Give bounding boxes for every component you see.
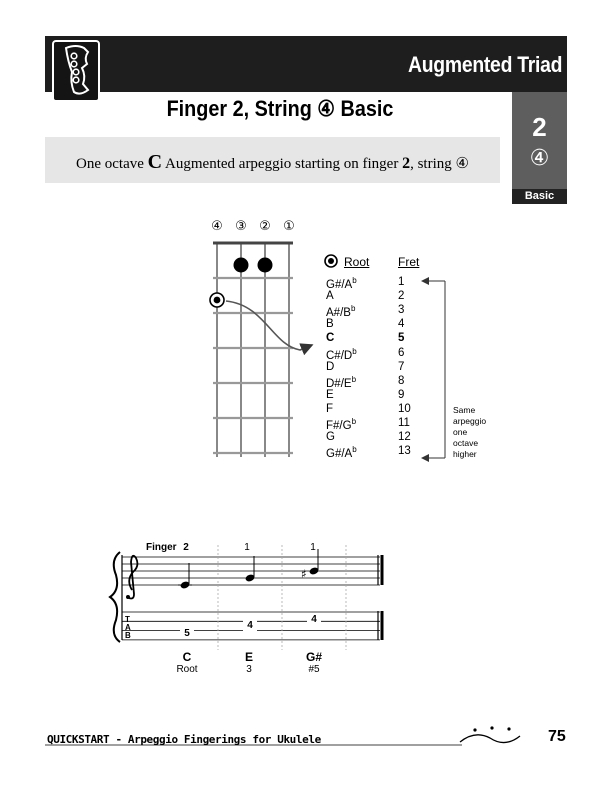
root-note xyxy=(326,417,356,432)
treble-clef-icon xyxy=(129,556,137,599)
description-prefix: One octave xyxy=(76,156,148,172)
octave-note xyxy=(453,405,486,460)
fret-number: 2 xyxy=(398,290,405,303)
fret-number: 4 xyxy=(398,318,405,331)
fret-number: 9 xyxy=(398,388,405,401)
fret-number: 3 xyxy=(398,304,405,317)
flat-sign: b xyxy=(352,276,357,285)
fret-number: 1 xyxy=(398,276,405,288)
sharp-sign: ♯ xyxy=(301,567,307,581)
fret-number: 11 xyxy=(398,417,410,429)
fret-number: 10 xyxy=(398,402,411,415)
string-number: ② xyxy=(259,219,271,234)
finger-dot xyxy=(258,258,273,273)
note-degree: Root xyxy=(176,664,198,675)
fret-number: 6 xyxy=(398,346,405,359)
root-note xyxy=(326,318,334,330)
octave-note-line: one xyxy=(453,427,468,437)
octave-note-line: Same xyxy=(453,405,476,415)
flat-sign: b xyxy=(351,417,357,426)
svg-text:A: A xyxy=(125,623,131,632)
fret-number: 8 xyxy=(398,374,405,387)
flat-sign: b xyxy=(351,374,357,384)
tab-label: Basic xyxy=(524,190,555,202)
finger-dot xyxy=(234,258,249,273)
root-note xyxy=(326,361,334,373)
fret-number: 13 xyxy=(398,445,411,458)
fret-number: 5 xyxy=(398,332,405,345)
root-note-text: C xyxy=(326,332,335,345)
root-note-text: G#/A xyxy=(326,448,353,461)
root-note xyxy=(326,375,356,390)
note-degree: 3 xyxy=(246,664,252,675)
tab-string-number: ④ xyxy=(529,146,550,171)
tab-letters: T xyxy=(125,615,130,624)
legend-root-icon-center xyxy=(328,258,334,264)
note-name: G# xyxy=(305,650,322,664)
note-name: C xyxy=(182,650,192,664)
root-note xyxy=(326,290,334,302)
octave-note-line: octave xyxy=(453,438,479,448)
root-note xyxy=(326,276,357,291)
flat-sign: b xyxy=(352,445,357,455)
root-note xyxy=(326,389,334,401)
root-note-text: B xyxy=(326,318,334,331)
finger-number: 1 xyxy=(310,542,316,553)
root-note-text: A xyxy=(326,290,334,303)
root-note xyxy=(326,332,334,344)
root-note xyxy=(326,347,357,362)
footer-book-title: QUICKSTART - Arpeggio Fingerings for Ukulele xyxy=(47,733,321,746)
system-brace xyxy=(110,552,120,642)
note-name: E xyxy=(244,650,253,664)
description-middle: Augmented arpeggio starting on finger xyxy=(162,156,403,172)
root-note-text: A#/B xyxy=(326,307,351,320)
root-note-text: E xyxy=(326,388,334,401)
octave-note-line: arpeggio xyxy=(453,416,487,426)
root-marker-center xyxy=(214,297,221,304)
root-note xyxy=(326,431,335,443)
root-note xyxy=(326,445,357,460)
flat-sign: b xyxy=(350,304,356,314)
description-string: ④ xyxy=(455,154,469,172)
footer-wave-icon xyxy=(460,735,520,743)
string-number: ③ xyxy=(235,219,247,234)
tab-finger-number: 2 xyxy=(532,112,547,142)
finger-label: Finger xyxy=(146,542,177,553)
fret-lines xyxy=(213,243,293,453)
root-header: Root xyxy=(344,255,370,269)
notation-staff xyxy=(110,545,382,650)
page-title: Finger 2, String ④ Basic xyxy=(166,96,394,121)
root-note-text: F xyxy=(326,402,334,415)
string-number: ① xyxy=(283,219,295,234)
section-title: Augmented Triad xyxy=(407,52,562,77)
tab-fret-number: 5 xyxy=(180,628,194,639)
string-number: ④ xyxy=(211,219,223,234)
description-finger: 2 xyxy=(402,155,411,172)
svg-text:B: B xyxy=(125,631,131,640)
finger-number: 2 xyxy=(183,542,189,553)
tab-fret-number: 4 xyxy=(307,614,321,625)
root-note-text: G xyxy=(326,431,335,444)
octave-note-line: higher xyxy=(453,449,477,459)
root-note-text: F#/G xyxy=(326,419,352,432)
tab-fret-number: 4 xyxy=(243,620,257,631)
root-note-text: C#/D xyxy=(326,349,353,362)
root-note xyxy=(326,403,333,415)
fret-number: 12 xyxy=(398,431,411,444)
page-number: 75 xyxy=(548,728,566,745)
description-key: C xyxy=(147,151,163,173)
description-suffix: , string xyxy=(410,156,456,172)
root-note-text: D#/E xyxy=(326,377,352,390)
root-note-text: D xyxy=(326,360,335,373)
fret-number: 7 xyxy=(398,360,405,373)
root-note-text: G#/A xyxy=(326,278,353,291)
flat-sign: b xyxy=(352,346,357,356)
note-degree: #5 xyxy=(308,664,320,675)
root-note xyxy=(326,304,355,319)
curved-arrow xyxy=(226,301,312,350)
finger-number: 1 xyxy=(244,542,250,553)
fret-header: Fret xyxy=(398,255,420,269)
